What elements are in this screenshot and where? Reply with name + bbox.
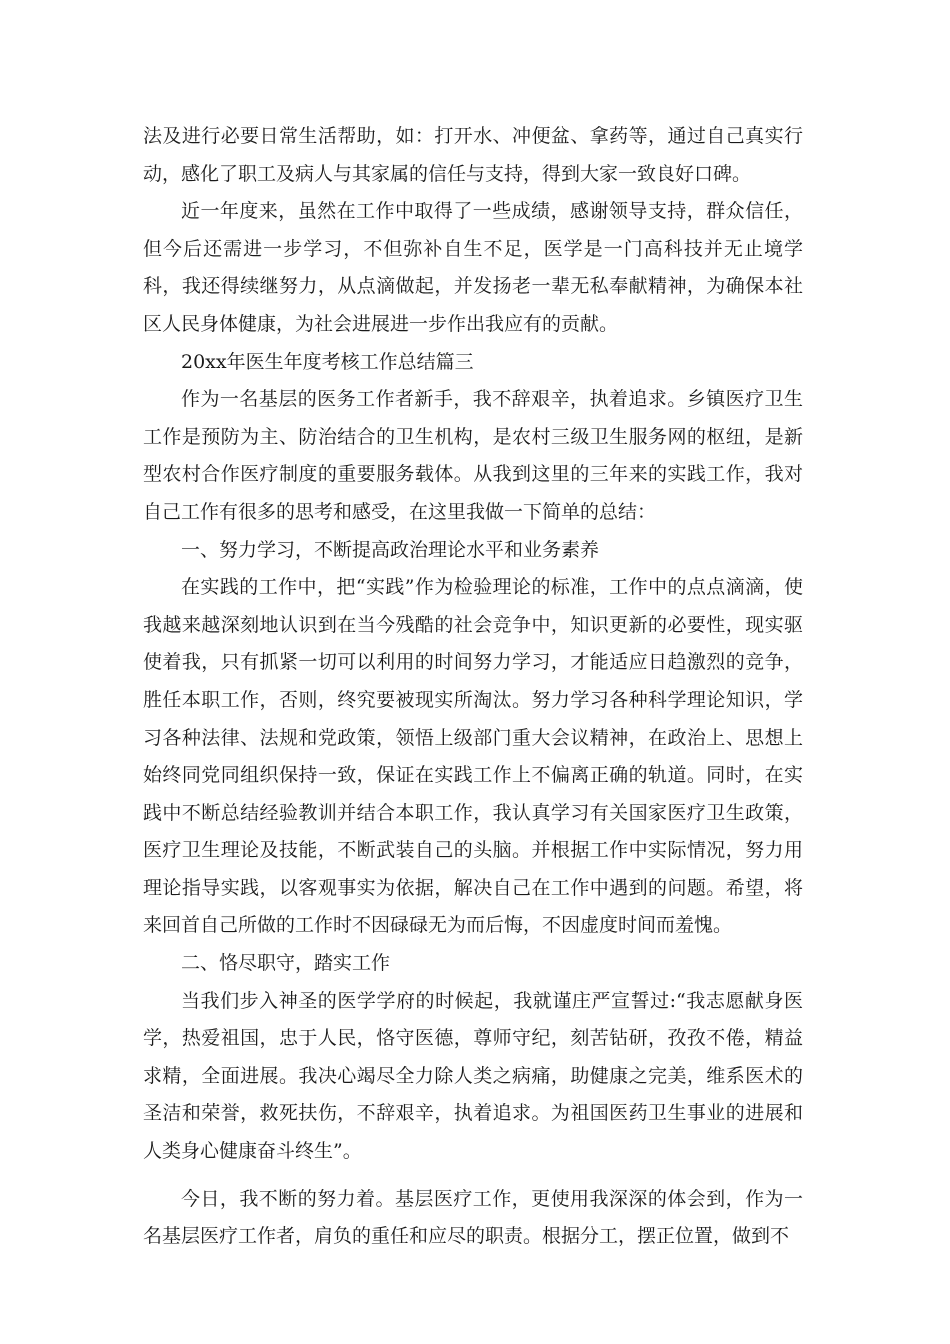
heading-duty: 二、恪尽职守，踏实工作: [181, 952, 391, 975]
paragraph-continuation: 法及进行必要日常生活帮助，如：打开水、冲便盆、拿药等，通过自己真实行动，感化了职工及病人与其家属的信任与支持，得到大家一致良好口碑。: [143, 125, 803, 185]
document-body: [143, 118, 803, 1256]
paragraph-study: 在实践的工作中，把“实践”作为检验理论的标准，工作中的点点滴滴，使我越来越深刻地认识到在当今残酷的社会竞争中，知识更新的必要性，现实驱使着我，只有抓紧一切可以利用的时间努力学习，才能适应日趋激烈的竞争，胜任本职工作，否则，终究要被现实所淘汰。努力学习各种科学理论知识，学习各种法律、法规和党政策，领悟上级部门重大会议精神，在政治上、思想上始终同党同组织保持一致，保证在实践工作上不偏离正确的轨道。同时，在实践中不断总结经验教训并结合本职工作，我认真学习有关国家医疗卫生政策，医疗卫生理论及技能，不断武装自己的头脑。并根据工作中实际情况，努力用理论指导实践，以客观事实为依据，解决自己在工作中遇到的问题。希望，将来回首自己所做的工作时不因碌碌无为而后悔，不因虚度时间而羞愧。: [143, 576, 803, 937]
paragraph-today: 今日，我不断的努力着。基层医疗工作，更使用我深深的体会到，作为一名基层医疗工作者，肩负的重任和应尽的职责。根据分工，摆正位置，做到不: [143, 1187, 803, 1248]
paragraph-achievements: 近一年度来，虽然在工作中取得了一些成绩，感谢领导支持，群众信任，但今后还需进一步学习，不但弥补自生不足，医学是一门高科技并无止境学科，我还得续继努力，从点滴做起，并发扬老一辈无私奉献精神，为确保本社区人民身体健康，为社会进展进一步作出我应有的贡献。: [143, 200, 803, 335]
section-title: 20xx年医生年度考核工作总结篇三: [181, 350, 474, 373]
paragraph-intro: 作为一名基层的医务工作者新手，我不辞艰辛，执着追求。乡镇医疗卫生工作是预防为主、防治结合的卫生机构，是农村三级卫生服务网的枢纽，是新型农村合作医疗制度的重要服务载体。从我到这里的三年来的实践工作，我对自己工作有很多的思考和感受，在这里我做一下简单的总结：: [143, 388, 803, 523]
paragraph-oath: 当我们步入神圣的医学学府的时候起，我就谨庄严宣誓过:“我志愿献身医学，热爱祖国，忠于人民，恪守医德，尊师守纪，刻苦钻研，孜孜不倦，精益求精，全面进展。我决心竭尽全力除人类之病痛，助健康之完美，维系医术的圣洁和荣誉，救死扶伤，不辞艰辛，执着追求。为祖国医药卫生事业的进展和人类身心健康奋斗终生”。: [143, 989, 803, 1163]
heading-study: 一、努力学习，不断提高政治理论水平和业务素养: [181, 538, 600, 561]
